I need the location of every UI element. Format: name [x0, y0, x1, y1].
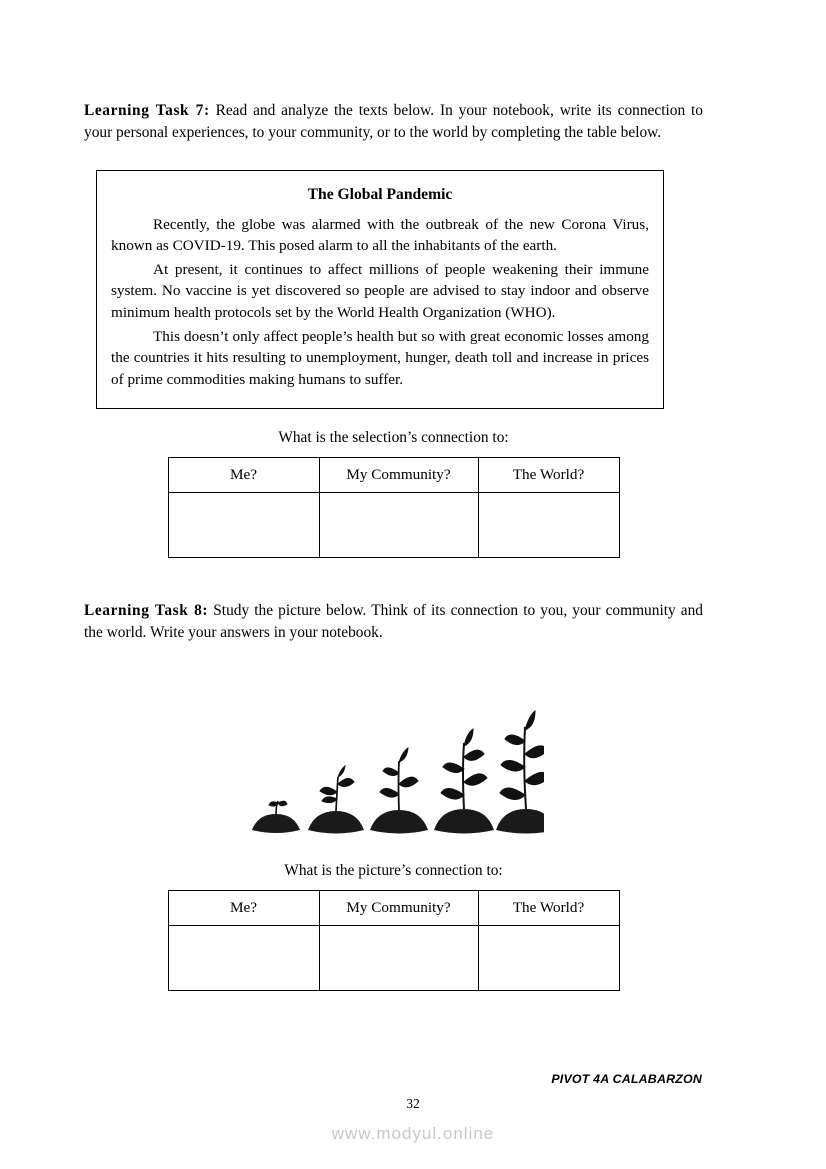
task8-instruction — [84, 600, 703, 644]
reading-passage-paragraph: This doesn’t only affect people’s health but so with great economic losses among the countries it hits resulting to unemployment, hunger, death toll and increase in prices of prime commodities making humans to suffer. — [111, 327, 649, 388]
footer-reference: PIVOT 4A CALABARZON — [551, 1072, 702, 1086]
task8-answer-table — [168, 890, 620, 991]
task8-label: Learning Task 8: — [84, 602, 209, 620]
column-header-community: My Community? — [319, 458, 478, 493]
table-row — [168, 926, 619, 991]
column-header-me: Me? — [168, 458, 319, 493]
reading-passage-paragraph: Recently, the globe was alarmed with the outbreak of the new Corona Virus, known as COVID-19. This posed alarm to all the inhabitants of the earth. — [111, 215, 649, 255]
task7-instruction-text: Read and analyze the texts below. In your notebook, write its connection to your personal experiences, to your community, or to the world by completing the table below. — [84, 102, 703, 141]
page-content — [84, 100, 703, 991]
column-header-community: My Community? — [319, 891, 478, 926]
answer-cell-community[interactable] — [319, 926, 478, 991]
task7-label: Learning Task 7: — [84, 102, 210, 119]
table-header-row — [168, 891, 619, 926]
reading-passage-paragraph: At present, it continues to affect millions of people weakening their immune system. No vaccine is yet discovered so people are advised to stay indoor and observe minimum health protocols set by the World Health Organization (WHO). — [111, 260, 649, 322]
table-header-row — [168, 458, 619, 493]
growing-plants-sequence-icon — [244, 662, 544, 842]
column-header-world: The World? — [478, 458, 619, 493]
answer-cell-world[interactable] — [478, 926, 619, 991]
task8-prompt: What is the picture’s connection to: — [284, 862, 503, 880]
answer-cell-me[interactable] — [168, 493, 319, 558]
watermark: www.modyul.online — [331, 1124, 495, 1143]
column-header-world: The World? — [478, 891, 619, 926]
table-row — [168, 493, 619, 558]
task7-instruction — [84, 100, 703, 144]
reading-passage-title: The Global Pandemic — [307, 185, 453, 203]
answer-cell-world[interactable] — [478, 493, 619, 558]
reading-passage-box — [96, 170, 664, 410]
task7-answer-table — [168, 457, 620, 558]
task7-prompt: What is the selection’s connection to: — [278, 429, 509, 447]
page-number: 32 — [406, 1096, 420, 1111]
task8-instruction-text: Study the picture below. Think of its connection to you, your community and the world. Write your answers in your notebook. — [84, 602, 704, 642]
answer-cell-community[interactable] — [319, 493, 478, 558]
plant-growth-illustration — [84, 662, 703, 842]
answer-cell-me[interactable] — [168, 926, 319, 991]
section-spacer — [84, 558, 703, 600]
column-header-me: Me? — [168, 891, 319, 926]
